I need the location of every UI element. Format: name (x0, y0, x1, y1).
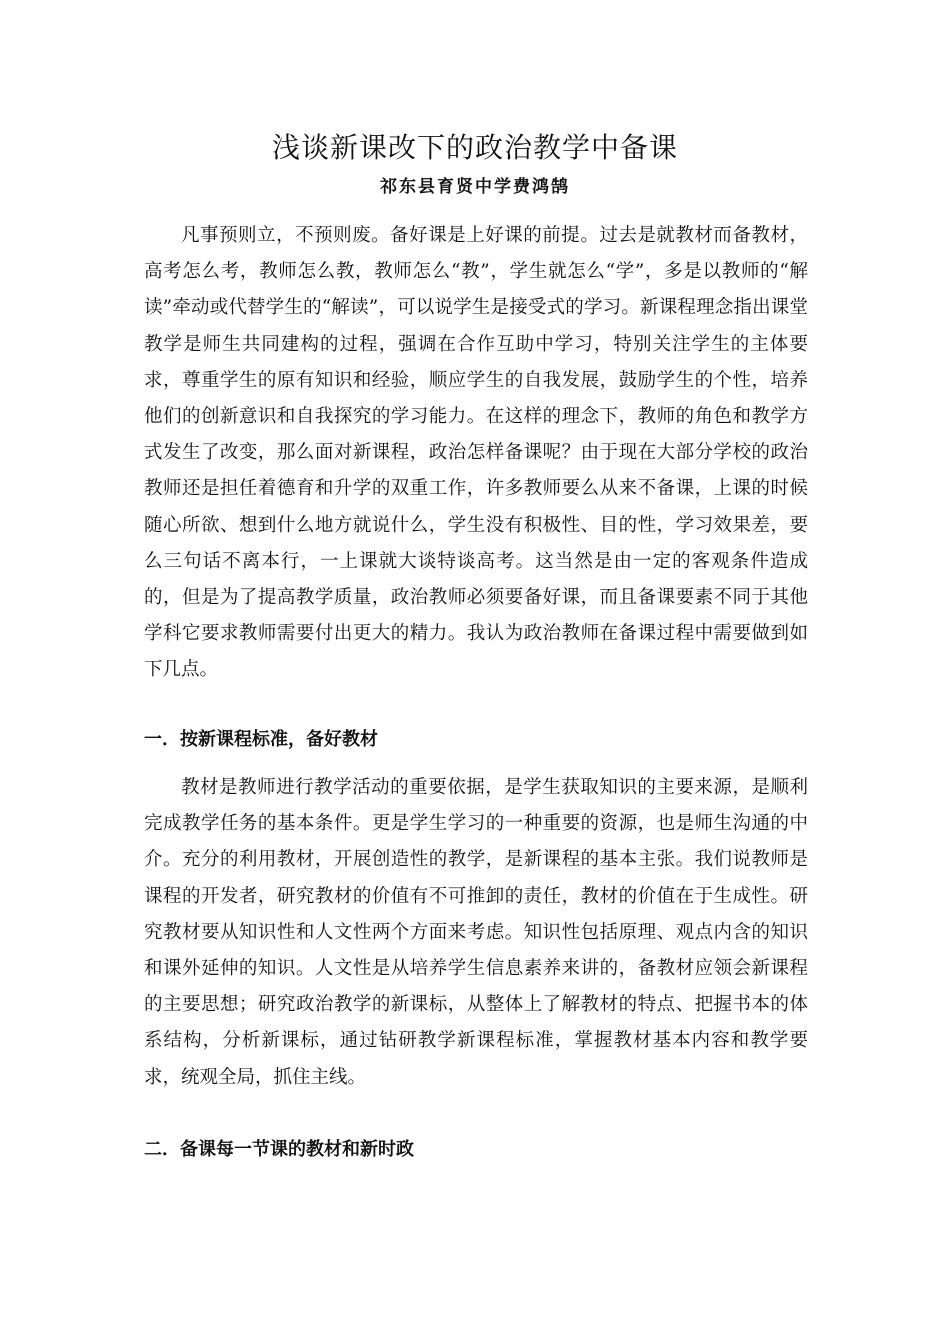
section-heading-1: 一．按新课程标准，备好教材 (144, 729, 378, 750)
section-1-paragraph: 教材是教师进行教学活动的重要依据，是学生获取知识的主要来源，是顺利完成教学任务的基本条件。更是学生学习的一种重要的资源，也是师生沟通的中介。充分的利用教材，开展创造性的教学，是新课程的基本主张。我们说教师是课程的开发者，研究教材的价值有不可推卸的责任，教材的价值在于生成性。研究教材要从知识性和人文性两个方面来考虑。知识性包括原理、观点内含的知识和课外延伸的知识。人文性是从培养学生信息素养来讲的，备教材应领会新课程的主要思想；研究政治教学的新课标，从整体上了解教材的特点、把握书本的体系结构，分析新课标，通过钻研教学新课程标准，掌握教材基本内容和教学要求，统观全局，抓住主线。 (144, 777, 808, 1088)
document-author: 祁东县育贤中学费鸿鹄 (380, 177, 570, 197)
intro-paragraph: 凡事预则立，不预则废。备好课是上好课的前提。过去是就教材而备教材，高考怎么考，教师怎么教，教师怎么“教”，学生就怎么“学”，多是以教师的“解读”牵动或代替学生的“解读”，可以说学生是接受式的学习。新课程理念指出课堂教学是师生共同建构的过程，强调在合作互助中学习，特别关注学生的主体要求，尊重学生的原有知识和经验，顺应学生的自我发展，鼓励学生的个性，培养他们的创新意识和自我探究的学习能力。在这样的理念下，教师的角色和教学方式发生了改变，那么面对新课程，政治怎样备课呢？由于现在大部分学校的政治教师还是担任着德育和升学的双重工作，许多教师要么从来不备课，上课的时候随心所欲、想到什么地方就说什么，学生没有积极性、目的性，学习效果差，要么三句话不离本行，一上课就大谈特谈高考。这当然是由一定的客观条件造成的，但是为了提高教学质量，政治教师必须要备好课，而且备课要素不同于其他学科它要求教师需要付出更大的精力。我认为政治教师在备课过程中需要做到如下几点。 (144, 225, 808, 681)
document-title: 浅谈新课改下的政治教学中备课 (271, 131, 678, 164)
section-heading-2: 二．备课每一节课的教材和新时政 (144, 1139, 414, 1160)
